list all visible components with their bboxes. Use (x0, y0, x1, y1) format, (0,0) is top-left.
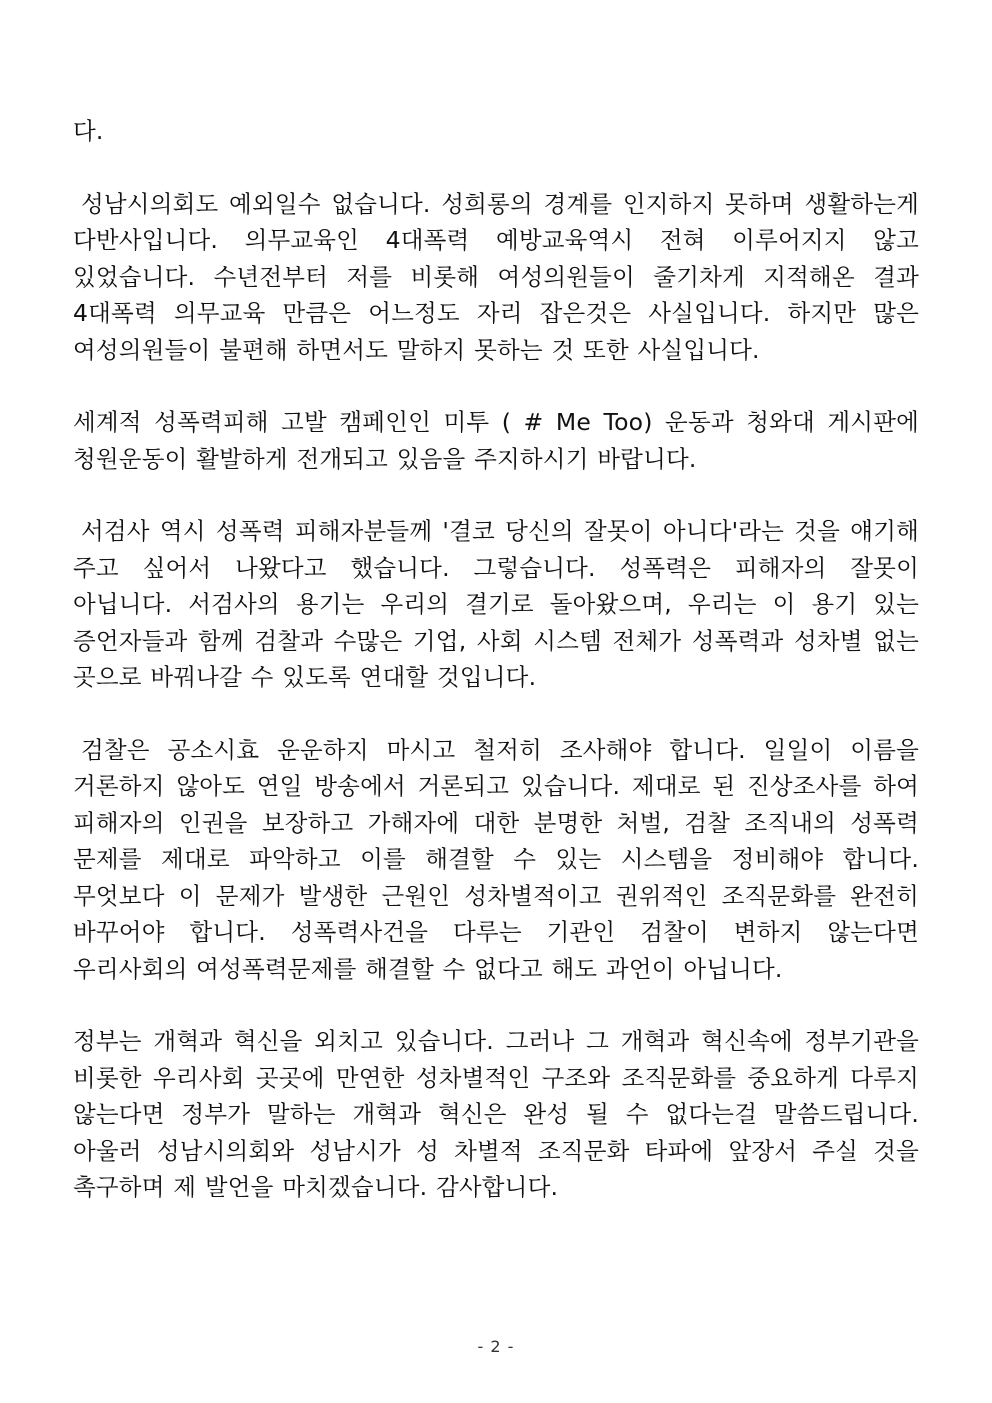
paragraph-government-reform: 정부는 개혁과 혁신을 외치고 있습니다. 그러나 그 개혁과 혁신속에 정부기관을 비롯한 우리사회 곳곳에 만연한 성차별적인 구조와 조직문화를 중요하게 다루지 않는다면 정부가 말하는 개혁과 혁신은 완성 될 수 없다는걸 말씀드립니다. 아울러 성남시의회와 성남시가 성 차별적 조직문화 타파에 앞장서 주실 것을 촉구하며 제 발언을 마치겠습니다. 감사합니다. (73, 1027, 919, 1201)
paragraph-prosecutor-testimony: 서검사 역시 성폭력 피해자분들께 '결코 당신의 잘못이 아니다'라는 것을 얘기해 주고 싶어서 나왔다고 했습니다. 그렇습니다. 성폭력은 피해자의 잘못이 아닙니다. 서검사의 용기는 우리의 결기로 돌아왔으며, 우리는 이 용기 있는 증언자들과 함께 검찰과 수많은 기업, 사회 시스템 전체가 성폭력과 성차별 없는 곳으로 바꿔나갈 수 있도록 연대할 것입니다. (73, 517, 919, 691)
paragraph-continuation: 다. (73, 117, 104, 145)
page-number: - 2 - (477, 1337, 515, 1356)
paragraph-prosecution-investigation: 검찰은 공소시효 운운하지 마시고 철저히 조사해야 합니다. 일일이 이름을 거론하지 않아도 연일 방송에서 거론되고 있습니다. 제대로 된 진상조사를 하여 피해자의 인권을 보장하고 가해자에 대한 분명한 처벌, 검찰 조직내의 성폭력 문제를 제대로 파악하고 이를 해결할 수 있는 시스템을 정비해야 합니다. 무엇보다 이 문제가 발생한 근원인 성차별적이고 권위적인 조직문화를 완전히 바꾸어야 합니다. 성폭력사건을 다루는 기관인 검찰이 변하지 않는다면 우리사회의 여성폭력문제를 해결할 수 없다고 해도 과언이 아닙니다. (73, 735, 919, 983)
paragraph-metoo-campaign: 세계적 성폭력피해 고발 캠페인인 미투 ( # Me Too) 운동과 청와대 게시판에 청원운동이 활발하게 전개되고 있음을 주지하시기 바랍니다. (73, 408, 919, 473)
document-body (73, 113, 919, 1242)
paragraph-city-council: 성남시의회도 예외일수 없습니다. 성희롱의 경계를 인지하지 못하며 생활하는게 다반사입니다. 의무교육인 4대폭력 예방교육역시 전혀 이루어지지 않고 있었습니다. 수년전부터 저를 비롯해 여성의원들이 줄기차게 지적해온 결과 4대폭력 의무교육 만큼은 어느정도 자리 잡은것은 사실입니다. 하지만 많은 여성의원들이 불편해 하면서도 말하지 못하는 것 또한 사실입니다. (73, 189, 919, 364)
